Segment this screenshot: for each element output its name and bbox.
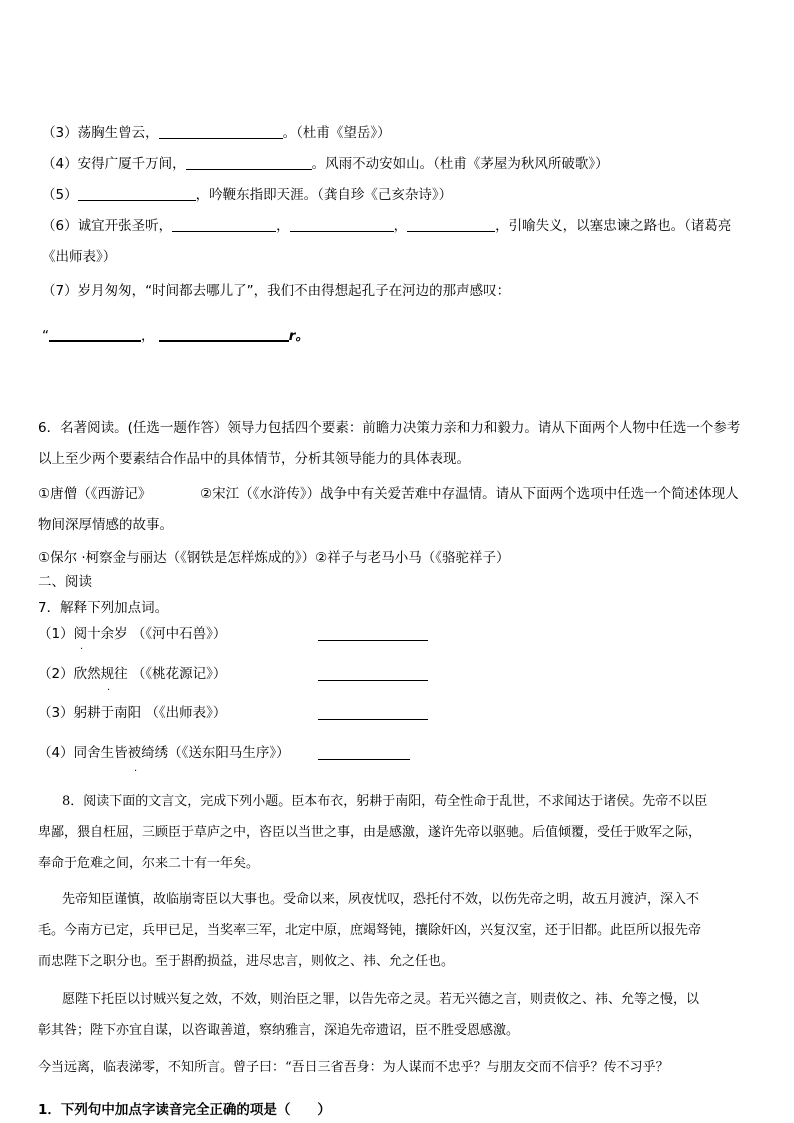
q8-line-6: 而忠陛下之职分也。至于斟酌损益，进尽忠言，则攸之、祎、允之任也。 [38, 954, 455, 969]
q6-option-b: ②宋江（《水浒传》）战争中有关爱苦难中存温情。请从下面两个选项中任选一个简述体现人 [200, 486, 739, 502]
q5-item-7-answer: “ ， r。 [42, 328, 309, 344]
answer-blank[interactable] [49, 326, 141, 342]
answer-blank[interactable] [78, 186, 196, 201]
q5-item-6: （6）诚宜开张圣听， ， ， ，引喻失义，以塞忠谏之路也。（诸葛亮 [42, 218, 732, 234]
answer-blank[interactable] [318, 759, 410, 760]
emphasis-dot: · [107, 685, 111, 696]
q8-line-1: 8．阅读下面的文言文，完成下列小题。臣本布衣，躬耕于南阳，苟全性命于乱世，不求闻达于诸侯。先帝不以臣 [62, 794, 708, 809]
q8-line-2: 卑鄙，猥自枉屈，三顾臣于草庐之中，咨臣以当世之事，由是感激，遂许先帝以驱驰。后值倾覆，受任于败军之际， [38, 825, 702, 840]
section-heading: 二、阅读 [38, 574, 92, 590]
q1-title: 1．下列句中加点字读音完全正确的项是（ ） [38, 1102, 331, 1118]
answer-blank[interactable] [159, 124, 283, 139]
q8-line-7: 愿陛下托臣以讨贼兴复之效，不效，则治臣之罪，以告先帝之灵。若无兴德之言，则责攸之、祎、允等之慢，以 [62, 992, 700, 1007]
q5-item-5: （5） ，吟鞭东指即天涯。（龚自珍《己亥杂诗》） [42, 187, 453, 203]
emphasis-dot: · [80, 644, 84, 655]
q6-line-5: ①保尔 ·柯察金与丽达（《钢铁是怎样炼成的》）②祥子与老马小马（《骆驼祥子） [38, 550, 510, 566]
answer-blank[interactable] [318, 719, 428, 720]
answer-blank[interactable] [159, 326, 289, 342]
q7-item-3: （3）躬耕于南阳 （《出师表》） [38, 705, 227, 721]
answer-blank[interactable] [318, 680, 428, 681]
q5-item-3: （3）荡胸生曾云， 。（杜甫《望岳》） [42, 125, 391, 141]
emphasis-dot: · [134, 766, 138, 777]
answer-blank[interactable] [186, 155, 312, 170]
q8-line-3: 奉命于危难之间，尔来二十有一年矣。 [38, 856, 260, 871]
q6-option-a: ①唐僧（《西游记》 [38, 486, 152, 502]
answer-blank[interactable] [407, 217, 495, 232]
q8-line-9: 今当远离，临表涕零，不知所言。曾子曰：“吾日三省吾身：为人谋而不忠乎？与朋友交而不信乎？传不习乎？ [38, 1060, 669, 1075]
q5-item-7: （7）岁月匆匆，“时间都去哪儿了”，我们不由得想起孔子在河边的那声感叹： [42, 283, 511, 299]
q8-line-5: 毛。今南方已定，兵甲已足，当奖率三军，北定中原，庶竭驽钝，攘除奸凶，兴复汉室，还于旧都。此臣所以报先帝 [38, 923, 702, 938]
q8-line-4: 先帝知臣谨慎，故临崩寄臣以大事也。受命以来，夙夜忧叹，恐托付不效，以伤先帝之明，故五月渡泸，深入不 [62, 892, 700, 907]
answer-blank[interactable] [290, 217, 394, 232]
q6-line-4: 物间深厚情感的故事。 [38, 517, 173, 533]
q5-item-4: （4）安得广厦千万间， 。风雨不动安如山。（杜甫《茅屋为秋风所破歌》） [42, 156, 609, 172]
q8-line-8: 彰其咎；陛下亦宜自谋，以咨诹善道，察纳雅言，深追先帝遗诏，臣不胜受恩感激。 [38, 1023, 520, 1038]
q7-item-4: （4）同舍生皆被绮绣（《送东阳马生序》） [38, 745, 290, 761]
answer-blank[interactable] [318, 640, 428, 641]
q7-item-1: （1）阅十余岁 （《河中石兽》） [38, 626, 227, 642]
q5-item-6-cont: 《出师表》） [42, 249, 117, 265]
q7-item-2: （2）欣然规往 （《桃花源记》） [38, 666, 227, 682]
q6-line-2: 以上至少两个要素结合作品中的具体情节，分析其领导能力的具体表现。 [38, 451, 470, 467]
answer-blank[interactable] [172, 217, 276, 232]
q7-title: 7．解释下列加点词。 [38, 600, 169, 616]
q6-line-1: 6．名著阅读。(任选一题作答）领导力包括四个要素：前瞻力决策力亲和力和毅力。请从下面两个人物中任选一个参考 [38, 420, 741, 436]
